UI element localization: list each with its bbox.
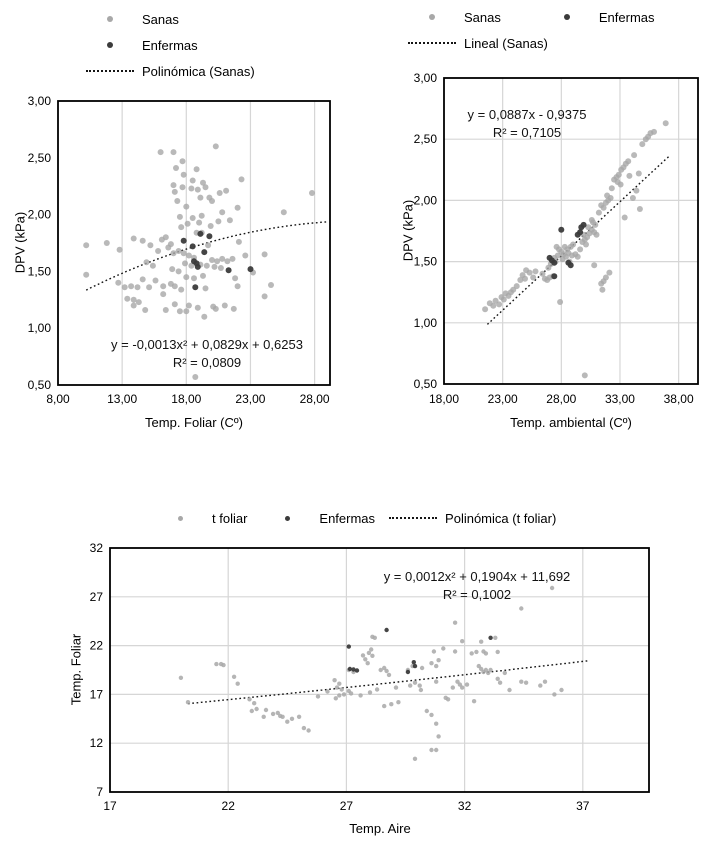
x-tick-label: 27 <box>339 799 354 813</box>
x-tick-label: 33,00 <box>604 392 635 406</box>
chart3-y-axis-title: Temp. Foliar <box>68 633 84 706</box>
y-tick-label: 3,00 <box>27 94 51 108</box>
x-tick-label: 28,00 <box>546 392 577 406</box>
y-tick-label: 0,50 <box>27 378 51 392</box>
y-tick-label: 2,50 <box>413 132 437 147</box>
x-tick-label: 37 <box>576 799 590 813</box>
legend-label: Polinómica (Sanas) <box>142 63 255 79</box>
x-tick-label: 23,00 <box>487 392 518 406</box>
series-sanas <box>482 120 669 378</box>
y-tick-label: 1,50 <box>413 254 437 269</box>
trendline <box>487 155 670 324</box>
y-tick-label: 22 <box>89 638 103 653</box>
legend-label: Enfermas <box>319 510 376 526</box>
x-tick-label: 28,00 <box>299 392 330 406</box>
trendline <box>188 661 590 704</box>
chart2-x-axis-title: Temp. ambiental (Cº) <box>510 415 632 430</box>
legend-label: Enfermas <box>142 37 198 53</box>
y-tick-label: 3,00 <box>413 71 437 85</box>
r2-text: R² = 0,1002 <box>442 587 512 603</box>
chart1-x-axis-title: Temp. Foliar (Cº) <box>145 415 243 430</box>
legend-label: Sanas <box>142 11 179 27</box>
x-tick-label: 23,00 <box>235 392 266 406</box>
legend-label: Sanas <box>464 9 501 25</box>
chart-group-dpv_vs_temp_ambiental <box>414 71 698 406</box>
chart3-x-axis-title: Temp. Aire <box>349 821 411 836</box>
y-tick-label: 1,50 <box>27 264 51 279</box>
r2-text: R² = 0,7105 <box>492 125 562 141</box>
y-tick-label: 2,50 <box>27 150 51 165</box>
y-tick-label: 12 <box>89 736 103 751</box>
equation-text: y = 0,0012x² + 0,1904x + 11,692 <box>383 569 571 584</box>
y-tick-label: 1,00 <box>413 315 437 330</box>
x-tick-label: 18,00 <box>428 392 460 406</box>
x-tick-label: 17 <box>103 799 117 813</box>
x-tick-label: 38,00 <box>663 392 694 406</box>
y-tick-label: 0,50 <box>413 377 437 391</box>
r2-text: R² = 0,0809 <box>172 355 242 371</box>
y-tick-label: 2,00 <box>413 193 437 208</box>
legend-label: Lineal (Sanas) <box>464 35 548 51</box>
chart-group-dpv_vs_temp_foliar <box>28 94 330 406</box>
legend-label: Enfermas <box>598 9 655 25</box>
x-tick-label: 22 <box>221 799 235 813</box>
chart2-y-axis-title: DPV (kPa) <box>400 199 416 262</box>
legend-label: Polinómica (t foliar) <box>445 510 557 526</box>
x-tick-label: 13,00 <box>107 392 138 406</box>
equation-text: y = -0,0013x² + 0,0829x + 0,6253 <box>111 337 303 352</box>
y-tick-label: 27 <box>89 589 103 604</box>
x-tick-label: 32 <box>457 799 472 813</box>
y-tick-label: 1,00 <box>27 321 51 336</box>
series-sanas <box>83 143 315 380</box>
x-tick-label: 18,00 <box>171 392 202 406</box>
y-tick-label: 7 <box>96 785 103 799</box>
equation-text: y = 0,0887x - 0,9375 <box>467 107 587 122</box>
legend-label: t foliar <box>212 510 248 526</box>
series-t-foliar <box>179 586 564 761</box>
chart-group-temp_foliar_vs_temp_aire <box>90 541 649 813</box>
y-tick-label: 17 <box>89 687 103 702</box>
y-tick-label: 32 <box>89 541 103 555</box>
x-tick-label: 8,00 <box>46 392 70 406</box>
y-tick-label: 2,00 <box>27 207 51 222</box>
chart1-y-axis-title: DPV (kPa) <box>12 211 28 274</box>
